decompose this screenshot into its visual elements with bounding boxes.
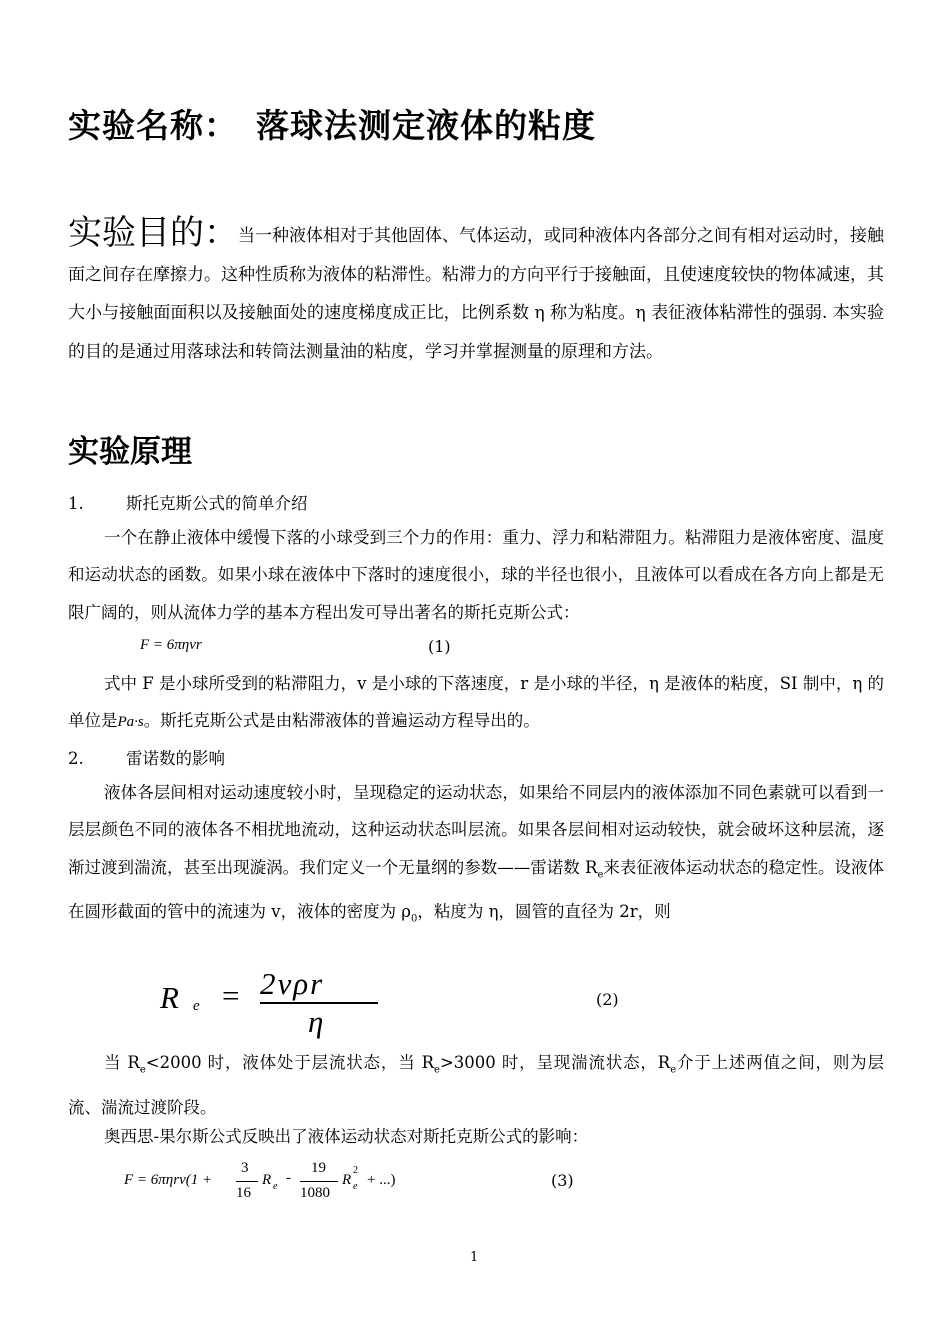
formula-3-numerator-1: 3: [241, 1160, 249, 1176]
section1-heading: [68, 490, 308, 514]
section2-number: 2.: [68, 749, 84, 768]
formula-3-bar-1: [236, 1181, 258, 1182]
re-subscript-2: e: [139, 1064, 146, 1076]
formula-3-R-subscript: e: [273, 1181, 278, 1192]
formula-3-numerator-2: 19: [311, 1160, 326, 1176]
section1-paragraph-2: [68, 665, 884, 742]
principle-heading: 实验原理: [68, 434, 192, 470]
formula-3: [124, 1156, 424, 1206]
section2-paragraph-2-a: 当 R: [104, 1053, 140, 1072]
section2-paragraph-2: [68, 1044, 884, 1126]
rho-subscript: 0: [411, 913, 418, 925]
formula-2-subscript: e: [193, 998, 200, 1014]
section2-paragraph-2-d: 介于上述两值之间，则为层流、湍流过渡阶段。: [68, 1053, 885, 1117]
title-text: 落球法测定液体的粘度: [256, 106, 596, 145]
re-subscript-3: e: [434, 1064, 440, 1076]
purpose-heading: 实验目的：: [68, 213, 238, 253]
section1-paragraph-1: 一个在静止液体中缓慢下落的小球受到三个力的作用：重力、浮力和粘滞阻力。粘滞阻力是液体密度、温度和运动状态的函数。如果小球在液体中下落时的速度很小，球的半径也很小，且液体可以看成在各方向上都是无限广阔的，则从流体力学的基本方程出发可导出著名的斯托克斯公式：: [68, 528, 884, 622]
formula-3-denominator-2: 1080: [300, 1185, 330, 1201]
formula-2-number: (2): [596, 990, 619, 1009]
section1-number: 1.: [68, 494, 84, 513]
purpose-text: 当一种液体相对于其他固体、气体运动，或同种液体内各部分之间有相对运动时，接触面之间存在摩擦力。这种性质称为液体的粘滞性。粘滞力的方向平行于接触面，且使速度较快的物体减速，其大小与接触面面积以及接触面处的速度梯度成正比，比例系数 η 称为粘度。η 表征液体粘滞性的强弱. 本实验的目的是通过用落球法和转筒法测量油的粘度，学习并掌握测量的原理和方法。: [68, 226, 884, 362]
page-title: [68, 100, 596, 147]
section1-paragraph-2-a: 式中 F 是小球所受到的粘滞阻力，v 是小球的下落速度，r 是小球的半径，η 是液体的粘度，SI 制中，η 的单位是: [68, 674, 884, 731]
formula-2-numerator: 2vρr: [260, 966, 325, 1001]
formula-3-R-2: R: [342, 1172, 352, 1188]
formula-2-denominator: η: [308, 1004, 324, 1039]
formula-1-number: (1): [428, 637, 451, 656]
section1-title: 斯托克斯公式的简单介绍: [126, 494, 308, 513]
section2-paragraph-1-c: ，粘度为 η，圆管的直径为 2r，则: [417, 902, 671, 922]
section2-heading: [68, 745, 225, 769]
formula-3-square: 2: [353, 1165, 358, 1176]
formula-1: F = 6πηvr: [140, 637, 202, 653]
formula-3-bar-2: [300, 1181, 338, 1182]
section2-paragraph-1-b: 来表征液体运动状态的稳定性。设液体在圆形截面的管中的流速为 v，液体的密度为 ρ: [68, 857, 885, 922]
section2-title: 雷诺数的影响: [126, 749, 225, 768]
section2-paragraph-3: 奥西思-果尔斯公式反映出了液体运动状态对斯托克斯公式的影响：: [104, 1127, 589, 1146]
formula-3-lhs: F = 6πηrv(1 +: [124, 1172, 213, 1188]
section2-paragraph-1: [68, 774, 884, 938]
formula-3-tail: + ...): [367, 1172, 396, 1188]
unit-pa-s: Pa·s: [117, 714, 144, 731]
re-subscript: e: [597, 868, 604, 880]
section2-paragraph-1-a: 液体各层间相对运动速度较小时，呈现稳定的运动状态，如果给不同层内的液体添加不同色素就可以看到一层层颜色不同的液体各不相扰地流动，这种运动状态叫层流。如果各层间相对运动较快，就会破坏这种层流，逐渐过渡到湍流，甚至出现漩涡。我们定义一个无量纲的参数——雷诺数 R: [68, 783, 884, 877]
section2-paragraph-2-c: >3000 时，呈现湍流状态，R: [439, 1053, 671, 1072]
formula-3-minus: -: [286, 1170, 291, 1186]
formula-3-number: (3): [551, 1171, 574, 1190]
formula-3-denominator-1: 16: [236, 1185, 251, 1201]
section1-paragraph-2-b: 。斯托克斯公式是由粘滞液体的普遍运动方程导出的。: [143, 711, 540, 731]
title-label: 实验名称：: [68, 106, 238, 145]
purpose-section: [68, 214, 884, 371]
section2-paragraph-2-b: <2000 时，液体处于层流状态，当 R: [145, 1053, 435, 1072]
formula-2-R: R: [160, 980, 179, 1015]
page-number: 1: [470, 1250, 479, 1265]
formula-2: [160, 966, 400, 1039]
formula-2-equals: =: [222, 978, 240, 1013]
re-subscript-4: e: [670, 1064, 677, 1076]
formula-3-R: R: [262, 1172, 272, 1188]
formula-3-R-subscript-2: e: [353, 1181, 358, 1192]
